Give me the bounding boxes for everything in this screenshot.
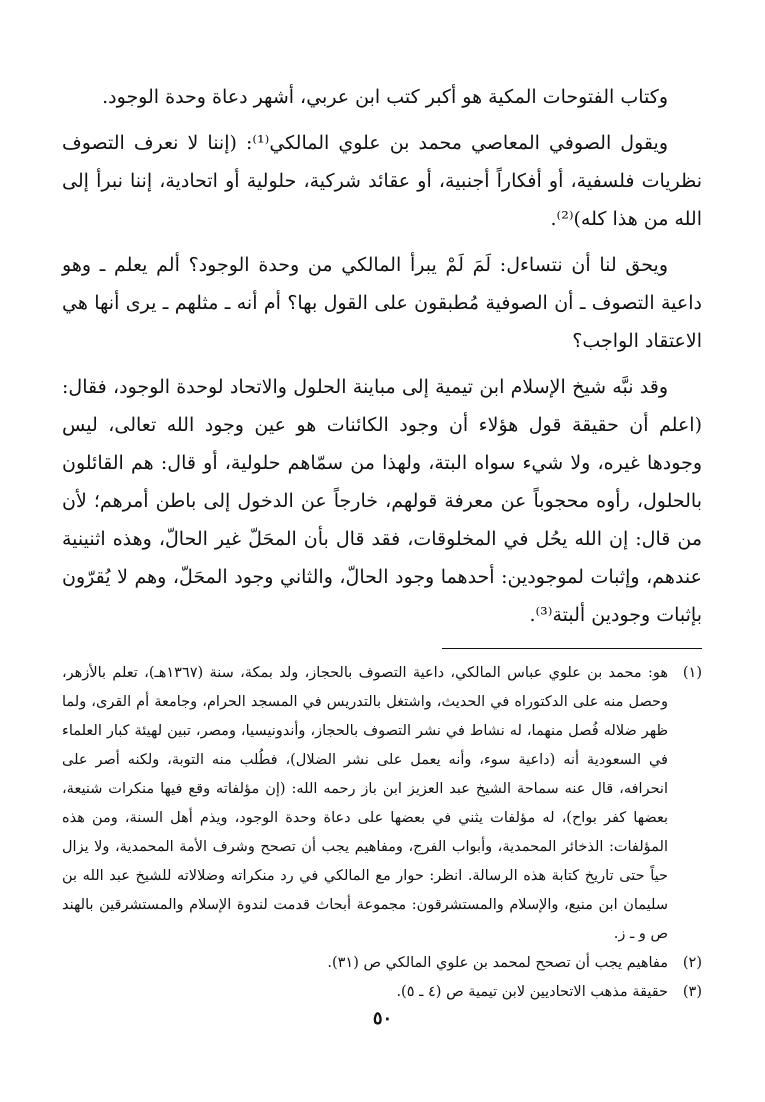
footnote-3 <box>62 978 702 1007</box>
footnote-number: (١) <box>682 665 702 681</box>
footnote-text: هو: محمد بن علوي عباس المالكي، داعية التصوف بالحجاز، ولد بمكة، سنة (١٣٦٧هـ)، تعلم بالأزهر، وحصل منه على الدكتوراه في الحديث، واشتغل بالتدريس في المسجد الحرام، وجامعة أم القرى، ولما ظهر ضلاله فُصل منهما، له نشاط في نشر التصوف بالحجاز، وأندونيسيا، ومصر، تبين لهيئة كبار العلماء في السعودية أنه (داعية سوء، وأنه يعمل على نشر الضلال)، فطُلب منه التوبة، ولكنه أصر على انحرافه، قال عنه سماحة الشيخ عبد العزيز ابن باز رحمه الله: (إن مؤلفاته وقع فيها منكرات شنيعة، بعضها كفر بواح)، له مؤلفات يثني في بعضها على دعاة وحدة الوجود، ويذم أهل السنة، ومن هذه المؤلفات: الذخائر المحمدية، وأبواب الفرج، ومفاهيم يجب أن تصحح وشرف الأمة المحمدية، ولا يزال حياً حتى تاريخ كتابة هذه الرسالة. انظر: حوار مع المالكي في رد منكراته وضلالاته للشيخ عبد الله بن سليمان ابن منيع، والإسلام والمستشرقون: مجموعة أبحاث قدمت لندوة الإسلام والمستشرقين بالهند ص و ـ ز. <box>62 665 669 942</box>
footnote-1 <box>62 659 702 949</box>
page-body <box>62 78 702 1007</box>
paragraph: وكتاب الفتوحات المكية هو أكبر كتب ابن عربي، أشهر دعاة وحدة الوجود. <box>102 86 668 108</box>
footnote-text: حقيقة مذهب الاتحاديين لابن تيمية ص (٤ ـ ٥). <box>396 984 668 1000</box>
footnote-number: (٢) <box>682 955 702 971</box>
page-number: ٥٠ <box>372 1008 393 1029</box>
footnote-number: (٣) <box>682 984 702 1000</box>
footnote-divider <box>442 648 702 649</box>
paragraph: وقد نبَّه شيخ الإسلام ابن تيمية إلى مباينة الحلول والاتحاد لوحدة الوجود، فقال: (اعلم أن حقيقة قول هؤلاء أن وجود الكائنات هو عين وجود الله تعالى، ليس وجودها غيره، ولا شيء سواه البتة، ولهذا من سمّاهم حلولية، أو قال: هم القائلون بالحلول، رأوه محجوباً عن معرفة قولهم، خارجاً عن الدخول إلى باطن أمرهم؛ لأن من قال: إن الله يحُل في المخلوقات، فقد قال بأن المحَلّ غير الحالّ، وهذه اثنينية عندهم، وإثبات لموجودين: أحدهما وجود الحالّ، والثاني وجود المحَلّ، وهم لا يُقرّون بإثبات وجودين ألبتة⁽³⁾. <box>62 376 702 626</box>
footnote-2 <box>62 949 702 978</box>
paragraph: ويقول الصوفي المعاصي محمد بن علوي المالكي⁽¹⁾: (إننا لا نعرف التصوف نظريات فلسفية، أو أفكاراً أجنبية، أو عقائد شركية، حلولية أو اتحادية، إننا نبرأ إلى الله من هذا كله)⁽²⁾. <box>62 132 702 230</box>
paragraph: ويحق لنا أن نتساءل: لَمَ لَمْ يبرأ المالكي من وحدة الوجود؟ ألم يعلم ـ وهو داعية التصوف ـ أن الصوفية مُطبقون على القول بها؟ أم أنه ـ مثلهم ـ يرى أنها هي الاعتقاد الواجب؟ <box>62 254 702 352</box>
footnotes <box>62 659 702 1007</box>
main-text <box>62 78 702 634</box>
footnote-text: مفاهيم يجب أن تصحح لمحمد بن علوي المالكي ص (٣١). <box>327 955 668 971</box>
